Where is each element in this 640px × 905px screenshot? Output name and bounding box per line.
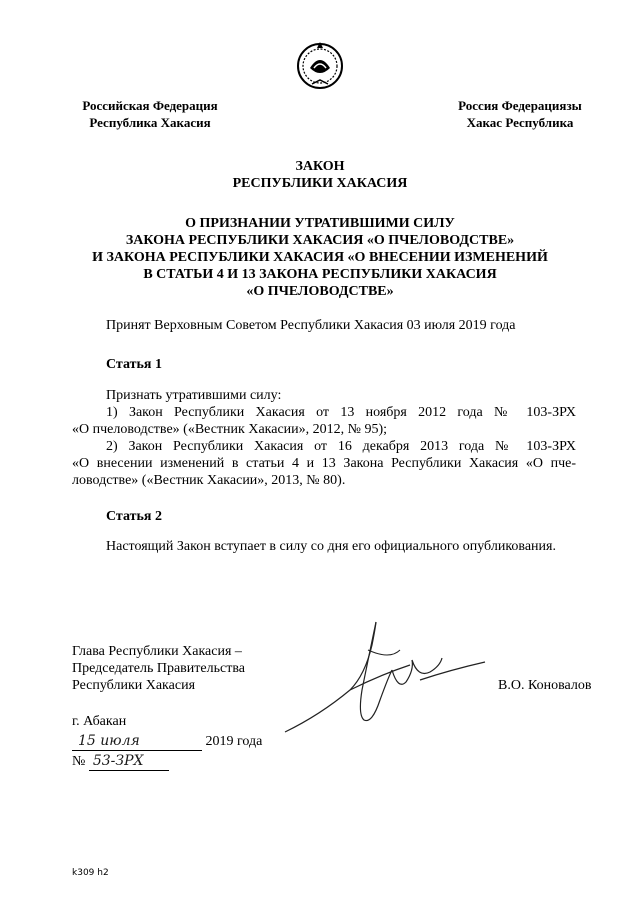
signatory-position-line2: Председатель Правительства: [72, 661, 245, 676]
article-1-item2-line1: 2) Закон Республики Хакасия от 16 декабря 2013 года № 103-ЗРХ: [106, 439, 576, 454]
signatory-position-line3: Республики Хакасия: [72, 678, 196, 693]
law-title-line2: РЕСПУБЛИКИ ХАКАСИЯ: [232, 176, 408, 191]
article-2-heading: Статья 2: [106, 509, 162, 524]
header-left-country: Российская Федерация: [82, 98, 218, 113]
law-number-prefix: №: [72, 754, 86, 769]
handwritten-law-number: 53-ЗРХ: [89, 753, 169, 771]
handwritten-date: 15 июля: [72, 733, 202, 751]
header-right-republic: Хакас Республика: [466, 115, 574, 130]
signing-year: 2019 года: [205, 734, 263, 749]
signatory-position-line1: Глава Республики Хакасия –: [72, 644, 242, 659]
article-1-intro: Признать утратившими силу:: [106, 388, 282, 403]
header-right: [440, 97, 600, 131]
law-title-line1: ЗАКОН: [295, 159, 345, 174]
adoption-line: Принят Верховным Советом Республики Хакасия 03 июля 2019 года: [106, 318, 516, 333]
article-1-item1-line2: «О пчеловодстве» («Вестник Хакасии», 2012, № 95);: [72, 422, 388, 437]
signing-date: [72, 733, 292, 751]
article-1-item2-line2: «О внесении изменений в статьи 4 и 13 Закона Республики Хакасия «О пче-: [72, 456, 576, 471]
article-1-item1-line1: 1) Закон Республики Хакасия от 13 ноября 2012 года № 103-ЗРХ: [106, 405, 576, 420]
document-code: k309 h2: [72, 868, 109, 878]
law-subject: [60, 215, 580, 300]
law-subject-line2: ЗАКОНА РЕСПУБЛИКИ ХАКАСИЯ «О ПЧЕЛОВОДСТВЕ»: [125, 233, 515, 248]
republic-of-khakassia-coat-of-arms-icon: [292, 38, 348, 92]
handwritten-signature: [280, 620, 510, 740]
article-1-heading: Статья 1: [106, 357, 162, 372]
header-left: [70, 97, 230, 131]
law-title: [60, 158, 580, 192]
law-subject-line4: В СТАТЬИ 4 И 13 ЗАКОНА РЕСПУБЛИКИ ХАКАСИЯ: [143, 267, 497, 282]
coat-of-arms-emblem: [292, 38, 348, 92]
law-number: [72, 753, 212, 771]
article-1-item2-line3: ловодстве» («Вестник Хакасии», 2013, № 80).: [72, 473, 346, 488]
signatory-position: [72, 643, 245, 694]
header-right-country: Россия Федерациязы: [458, 98, 582, 113]
header-left-republic: Республика Хакасия: [89, 115, 211, 130]
law-subject-line1: О ПРИЗНАНИИ УТРАТИВШИМИ СИЛУ: [185, 216, 455, 231]
law-subject-line5: «О ПЧЕЛОВОДСТВЕ»: [246, 284, 394, 299]
signatory-name: В.О. Коновалов: [498, 678, 592, 693]
law-subject-line3: И ЗАКОНА РЕСПУБЛИКИ ХАКАСИЯ «О ВНЕСЕНИИ ИЗМЕНЕНИЙ: [92, 250, 548, 265]
article-2-text: Настоящий Закон вступает в силу со дня его официального опубликования.: [106, 539, 556, 554]
city: г. Абакан: [72, 714, 127, 729]
